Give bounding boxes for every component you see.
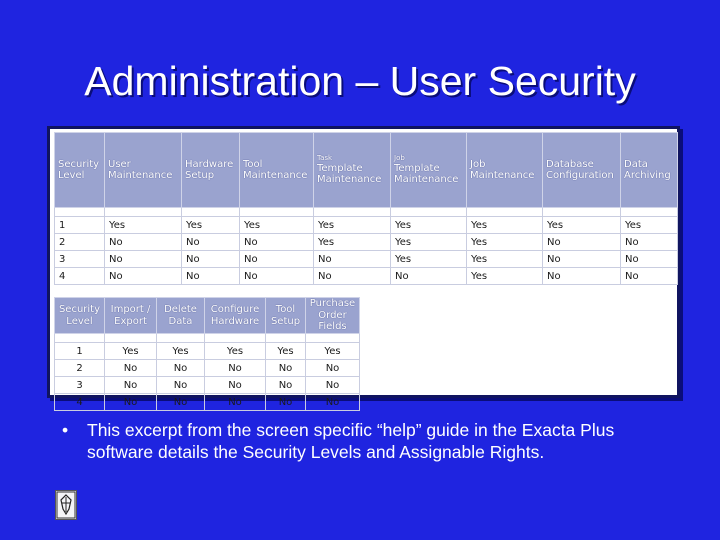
permission-cell: No: [621, 234, 678, 251]
column-header: [240, 133, 314, 208]
security-level-cell: 2: [55, 360, 105, 377]
security-level-cell: 1: [55, 217, 105, 234]
company-seal-icon: [55, 490, 77, 520]
permission-cell: Yes: [467, 251, 543, 268]
permission-cell: No: [314, 251, 391, 268]
permission-cell: No: [105, 377, 157, 394]
table-row: [55, 377, 360, 394]
column-header-label: Job Maintenance: [470, 158, 535, 181]
security-level-cell: 4: [55, 268, 105, 285]
permission-cell: No: [205, 360, 266, 377]
permission-cell: Yes: [306, 343, 360, 360]
column-header: [543, 133, 621, 208]
bullet-text: This excerpt from the screen specific “help” guide in the Exacta Plus software details the Security Levels and Assignable Rights.: [87, 420, 615, 462]
permission-cell: No: [182, 251, 240, 268]
permission-cell: No: [306, 394, 360, 411]
permission-cell: Yes: [314, 234, 391, 251]
table-row: [55, 251, 678, 268]
permission-cell: No: [266, 360, 306, 377]
table-row: [55, 217, 678, 234]
table-header-row: [55, 298, 360, 334]
security-rights-table-2: [54, 297, 360, 411]
column-header-prefix: Task: [317, 154, 333, 163]
column-header: [314, 133, 391, 208]
permission-cell: Yes: [543, 217, 621, 234]
column-header-label: Hardware Setup: [185, 158, 234, 181]
column-header: [621, 133, 678, 208]
permission-cell: No: [543, 268, 621, 285]
security-level-cell: 3: [55, 377, 105, 394]
table-row: [55, 234, 678, 251]
bullet-marker: •: [62, 420, 69, 440]
permission-cell: No: [306, 360, 360, 377]
column-header: [105, 133, 182, 208]
security-level-cell: 2: [55, 234, 105, 251]
permission-cell: Yes: [391, 217, 467, 234]
permission-cell: Yes: [391, 234, 467, 251]
column-header-label: User Maintenance: [108, 158, 173, 181]
table-row: [55, 394, 360, 411]
permission-cell: No: [240, 268, 314, 285]
permission-cell: Yes: [621, 217, 678, 234]
permission-cell: No: [306, 377, 360, 394]
spacer-cell: [55, 208, 105, 217]
permission-cell: Yes: [182, 217, 240, 234]
permission-cell: No: [621, 251, 678, 268]
permission-cell: Yes: [391, 251, 467, 268]
column-header: [391, 133, 467, 208]
column-header: Delete Data: [157, 298, 205, 334]
column-header: Configure Hardware: [205, 298, 266, 334]
column-header: Tool Setup: [266, 298, 306, 334]
bullet-point: [62, 419, 682, 463]
column-header-prefix: Job: [394, 154, 405, 163]
table-spacer-row: [55, 334, 360, 343]
column-header: Security Level: [55, 298, 105, 334]
permission-cell: No: [157, 377, 205, 394]
permission-cell: Yes: [467, 234, 543, 251]
permission-cell: No: [314, 268, 391, 285]
column-header-label: Database Configuration: [546, 158, 614, 181]
table-row: [55, 268, 678, 285]
permission-cell: Yes: [467, 268, 543, 285]
table-row: [55, 360, 360, 377]
spacer-cell: [467, 208, 543, 217]
permission-cell: No: [240, 251, 314, 268]
permission-cell: No: [105, 251, 182, 268]
permission-cell: Yes: [157, 343, 205, 360]
column-header-label: Template Maintenance: [317, 162, 382, 186]
slide-title: Administration – User Security: [84, 58, 636, 104]
permission-cell: No: [105, 268, 182, 285]
spacer-cell: [391, 208, 467, 217]
security-level-cell: 1: [55, 343, 105, 360]
permission-cell: No: [182, 268, 240, 285]
permission-cell: Yes: [314, 217, 391, 234]
permission-cell: Yes: [240, 217, 314, 234]
security-level-cell: 3: [55, 251, 105, 268]
permission-cell: No: [266, 377, 306, 394]
permission-cell: No: [240, 234, 314, 251]
column-header: [55, 133, 105, 208]
table-row: [55, 343, 360, 360]
spacer-cell: [543, 208, 621, 217]
spacer-cell: [105, 208, 182, 217]
column-header-label: Security Level: [58, 158, 100, 181]
column-header-label: Tool Maintenance: [243, 158, 308, 181]
spacer-cell: [240, 208, 314, 217]
permission-cell: No: [621, 268, 678, 285]
permission-cell: No: [157, 394, 205, 411]
permission-cell: No: [205, 394, 266, 411]
column-header: Import / Export: [105, 298, 157, 334]
spacer-cell: [621, 208, 678, 217]
permission-cell: No: [157, 360, 205, 377]
help-excerpt-panel: [47, 126, 680, 408]
spacer-cell: [182, 208, 240, 217]
security-level-cell: 4: [55, 394, 105, 411]
spacer-cell: [105, 334, 157, 343]
spacer-cell: [205, 334, 266, 343]
permission-cell: No: [105, 394, 157, 411]
permission-cell: No: [543, 251, 621, 268]
column-header: [467, 133, 543, 208]
permission-cell: Yes: [205, 343, 266, 360]
permission-cell: No: [205, 377, 266, 394]
table-header-row: [55, 133, 678, 208]
permission-cell: No: [543, 234, 621, 251]
table-spacer-row: [55, 208, 678, 217]
column-header: Purchase Order Fields: [306, 298, 360, 334]
column-header: [182, 133, 240, 208]
security-rights-table-1: [54, 132, 678, 285]
spacer-cell: [306, 334, 360, 343]
permission-cell: No: [266, 394, 306, 411]
spacer-cell: [266, 334, 306, 343]
permission-cell: Yes: [266, 343, 306, 360]
spacer-cell: [55, 334, 105, 343]
permission-cell: Yes: [105, 343, 157, 360]
permission-cell: No: [391, 268, 467, 285]
permission-cell: Yes: [467, 217, 543, 234]
permission-cell: No: [105, 360, 157, 377]
column-header-label: Data Archiving: [624, 158, 671, 181]
spacer-cell: [157, 334, 205, 343]
permission-cell: No: [105, 234, 182, 251]
permission-cell: No: [182, 234, 240, 251]
spacer-cell: [314, 208, 391, 217]
permission-cell: Yes: [105, 217, 182, 234]
column-header-label: Template Maintenance: [394, 162, 459, 186]
